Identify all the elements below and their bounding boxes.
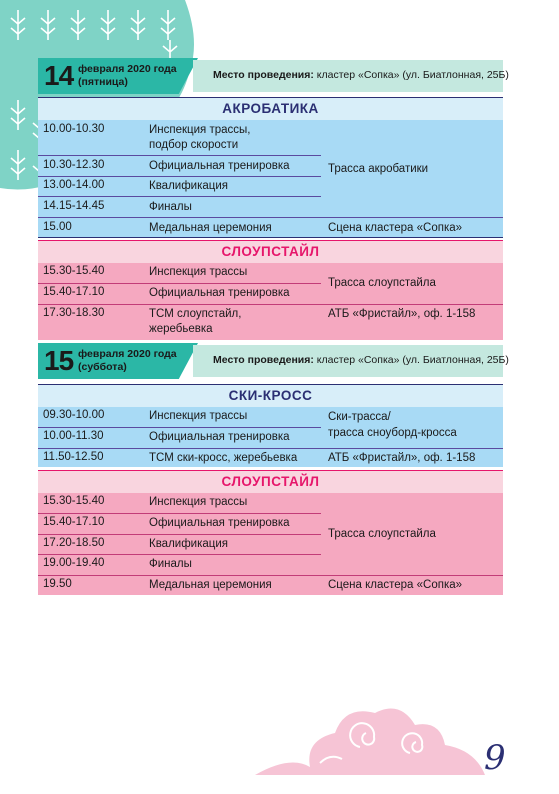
row-event: ТСМ ски-кросс, жеребьевка [149, 452, 298, 464]
row-divider [38, 196, 321, 197]
date-text [78, 348, 177, 374]
row-event: Медальная церемония [149, 222, 272, 234]
date-weekday: (суббота) [78, 361, 127, 373]
venue-cell: Сцена кластера «Сопка» [328, 222, 463, 234]
row-divider [38, 554, 321, 555]
venue-label: Место проведения: [213, 69, 314, 81]
page-number: 9 [484, 738, 506, 778]
venue-cell: Ски-трасса/ [328, 411, 391, 423]
schedule-section-slopestyle [38, 470, 503, 595]
row-event: ТСМ слоупстайл, [149, 308, 242, 320]
row-time: 11.50-12.50 [43, 451, 104, 463]
section-body [38, 263, 503, 340]
row-time: 17.30-18.30 [43, 307, 105, 319]
schedule-section-ski-cross [38, 384, 503, 467]
row-divider [38, 534, 321, 535]
row-divider [38, 304, 503, 305]
section-title: СКИ-КРОСС [38, 384, 503, 407]
row-time: 15.40-17.10 [43, 286, 105, 298]
row-divider [38, 448, 503, 449]
row-event: Медальная церемония [149, 579, 272, 591]
row-time: 17.20-18.50 [43, 537, 105, 549]
row-event: Официальная тренировка [149, 517, 290, 529]
row-divider [38, 283, 321, 284]
date-bar [38, 343, 509, 379]
cloud-decoration [250, 695, 490, 794]
row-divider [38, 176, 321, 177]
row-time: 10.30-12.30 [43, 159, 105, 171]
row-time: 19.50 [43, 578, 72, 590]
venue-text [213, 354, 509, 366]
section-body [38, 407, 503, 467]
row-time: 19.00-19.40 [43, 557, 105, 569]
venue-banner [193, 60, 509, 92]
venue-text [213, 69, 509, 81]
row-time: 15.00 [43, 221, 72, 233]
date-month: февраля 2020 года [78, 63, 177, 75]
venue-cell: Сцена кластера «Сопка» [328, 579, 463, 591]
row-time: 13.00-14.00 [43, 179, 105, 191]
row-event: Финалы [149, 558, 192, 570]
date-bar [38, 58, 509, 94]
row-event: Официальная тренировка [149, 287, 290, 299]
row-time: 15.30-15.40 [43, 495, 105, 507]
venue-banner [193, 345, 509, 377]
venue-label: Место проведения: [213, 354, 314, 366]
row-event: Квалификация [149, 538, 229, 550]
venue-cell: трасса сноуборд-кросса [328, 427, 457, 439]
date-day: 14 [44, 60, 74, 91]
row-event: Финалы [149, 201, 192, 213]
section-title: АКРОБАТИКА [38, 97, 503, 120]
venue-value: кластер «Сопка» (ул. Биатлонная, 25Б) [316, 354, 509, 366]
section-body [38, 493, 503, 595]
venue-cell: Трасса слоупстайла [328, 277, 436, 289]
row-time: 10.00-10.30 [43, 123, 105, 135]
venue-cell: АТБ «Фристайл», оф. 1-158 [328, 452, 476, 464]
schedule-section-slopestyle [38, 240, 503, 340]
row-event-cont: жеребьевка [149, 323, 213, 335]
row-time: 14.15-14.45 [43, 200, 105, 212]
row-event: Инспекция трассы [149, 266, 248, 278]
row-divider [38, 217, 503, 218]
row-event: Официальная тренировка [149, 160, 290, 172]
date-weekday: (пятница) [78, 76, 128, 88]
section-title: СЛОУПСТАЙЛ [38, 470, 503, 493]
row-time: 15.30-15.40 [43, 265, 105, 277]
row-divider [38, 427, 321, 428]
row-time: 09.30-10.00 [43, 409, 105, 421]
date-text [78, 63, 177, 89]
schedule-section-acrobatics [38, 97, 503, 237]
section-title: СЛОУПСТАЙЛ [38, 240, 503, 263]
row-event: Квалификация [149, 180, 229, 192]
section-border [38, 237, 503, 238]
row-event: Инспекция трассы, [149, 124, 251, 136]
venue-cell: АТБ «Фристайл», оф. 1-158 [328, 308, 476, 320]
row-event: Официальная тренировка [149, 431, 290, 443]
row-divider [38, 513, 321, 514]
row-event-cont: подбор скорости [149, 139, 239, 151]
row-divider [38, 155, 321, 156]
date-day: 15 [44, 345, 74, 376]
venue-cell: Трасса слоупстайла [328, 528, 436, 540]
venue-cell: Трасса акробатики [328, 163, 429, 175]
row-time: 10.00-11.30 [43, 430, 104, 442]
date-month: февраля 2020 года [78, 348, 177, 360]
row-time: 15.40-17.10 [43, 516, 105, 528]
row-divider [38, 575, 503, 576]
row-event: Инспекция трассы [149, 496, 248, 508]
row-event: Инспекция трассы [149, 410, 248, 422]
section-body [38, 120, 503, 237]
venue-value: кластер «Сопка» (ул. Биатлонная, 25Б) [316, 69, 509, 81]
